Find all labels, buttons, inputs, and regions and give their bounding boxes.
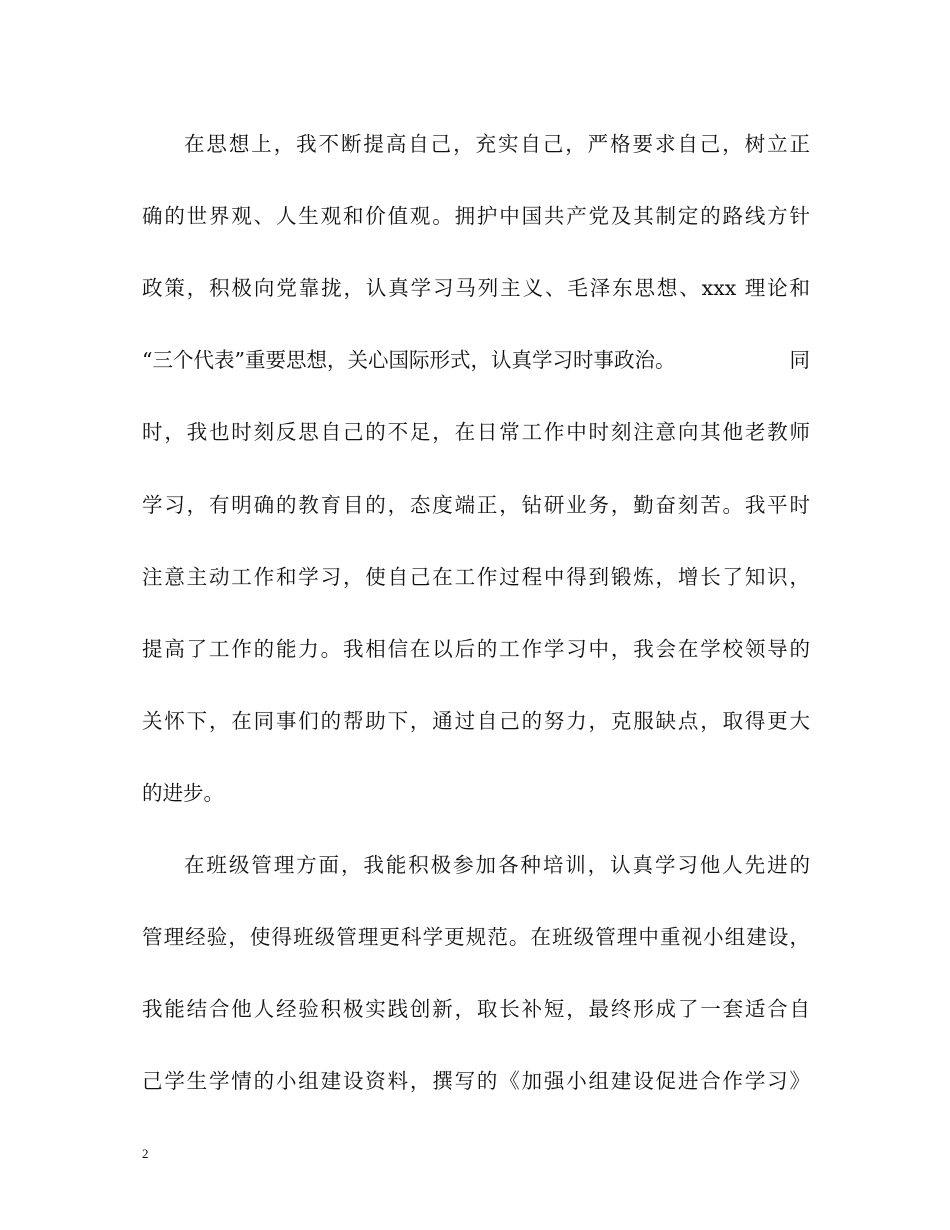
text-line: 我能结合他人经验积极实践创新，取长补短，最终形成了一套适合自 [142, 997, 810, 1021]
text-line: 政策，积极向党靠拢，认真学习马列主义、毛泽东思想、xxx 理论和 [142, 276, 810, 300]
text-segment: “三个代表”重要思想，关心国际形式，认真学习时事政治。 [142, 348, 676, 372]
text-line: 在思想上，我不断提高自己，充实自己，严格要求自己，树立正 [184, 132, 810, 156]
page-number: 2 [142, 1146, 149, 1161]
text-line: 确的世界观、人生观和价值观。拥护中国共产党及其制定的路线方针 [142, 204, 810, 228]
text-line: 注意主动工作和学习，使自己在工作过程中得到锻炼，增长了知识， [142, 565, 810, 589]
text-line: 的进步。 [142, 781, 224, 805]
text-line-split [142, 345, 810, 375]
text-line: 己学生学情的小组建设资料，撰写的《加强小组建设促进合作学习》 [142, 1069, 810, 1093]
text-line: 关怀下，在同事们的帮助下，通过自己的努力，克服缺点，取得更大 [142, 709, 810, 733]
text-line: 学习，有明确的教育目的，态度端正，钻研业务，勤奋刻苦。我平时 [142, 493, 810, 517]
text-line: 时，我也时刻反思自己的不足，在日常工作中时刻注意向其他老教师 [142, 420, 810, 444]
text-line: 在班级管理方面，我能积极参加各种培训，认真学习他人先进的 [184, 853, 810, 877]
text-segment: 同 [789, 348, 810, 372]
text-line: 提高了工作的能力。我相信在以后的工作学习中，我会在学校领导的 [142, 637, 810, 661]
text-line: 管理经验，使得班级管理更科学更规范。在班级管理中重视小组建设， [142, 925, 810, 949]
